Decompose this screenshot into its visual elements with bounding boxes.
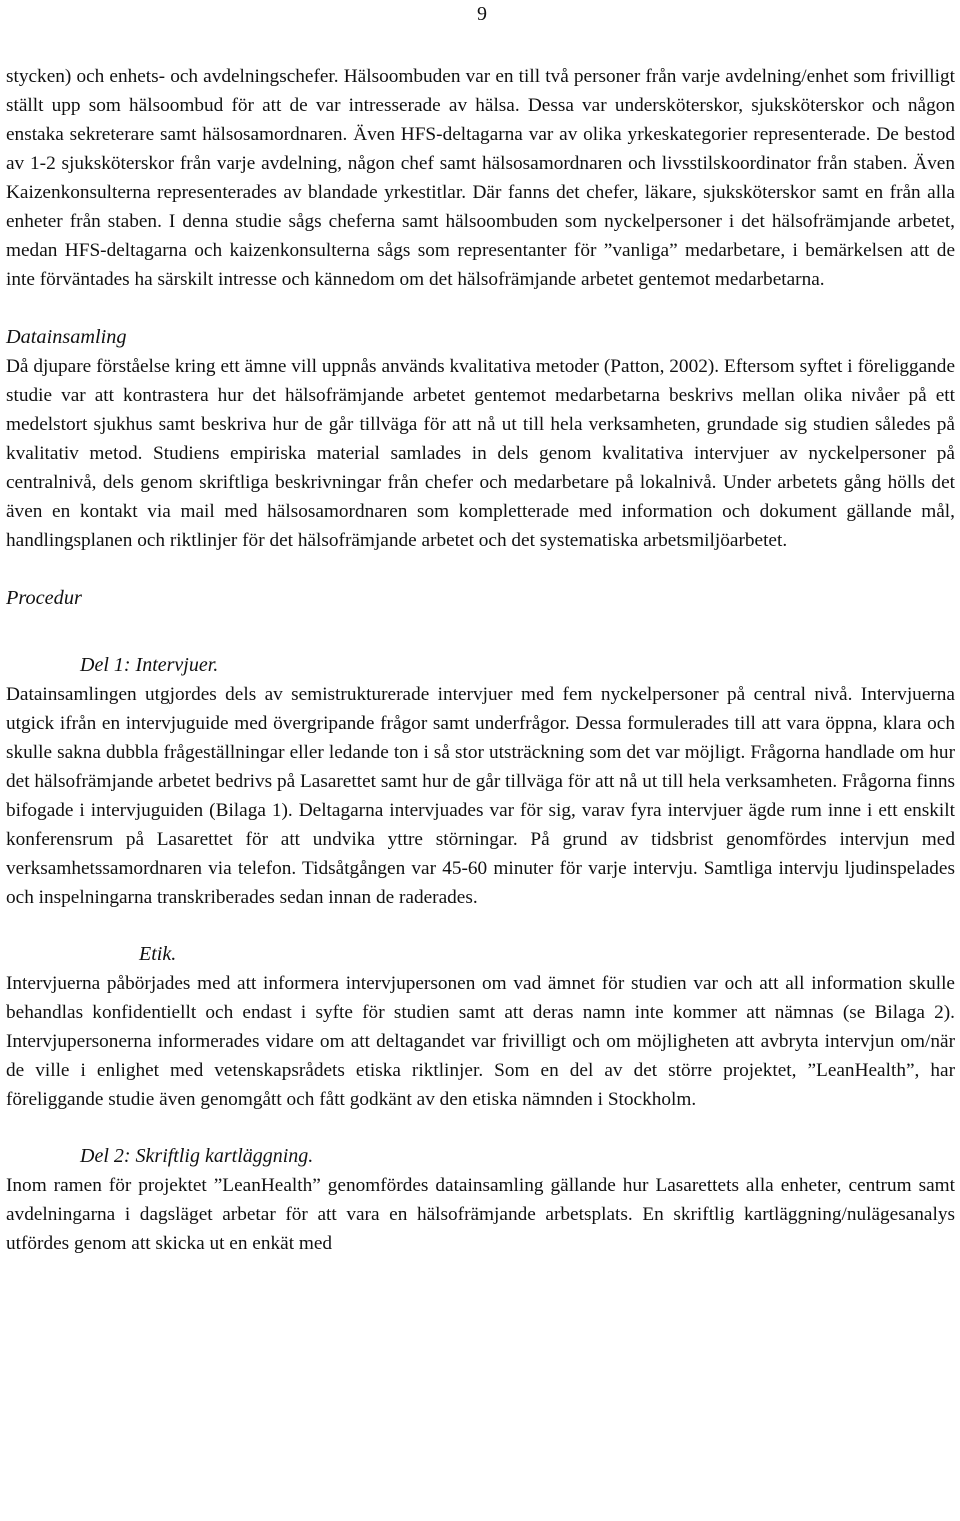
paragraph-intro: stycken) och enhets- och avdelningschefer. Hälsoombuden var en till två personer från varje avdelning/enhet som frivilligt ställt upp som hälsoombud för att de var intresserade av hälsa. Dessa var undersköterskor, sjuksköterskor och någon enstaka sekreterare samt hälsosamordnaren. Även HFS-deltagarna var av olika yrkeskategorier representerade. De bestod av 1-2 sjuksköterskor från varje avdelning, någon chef samt hälsosamordnaren och livsstilskoordinator från staben. Även Kaizenkonsulterna representerades av blandade yrkestitlar. Där fanns det chefer, läkare, sjuksköterskor samt en från alla enheter från staben. I denna studie sågs cheferna samt hälsoombuden som nyckelpersoner i det hälsofrämjande arbetet, medan HFS-deltagarna och kaizenkonsulterna sågs som representanter för ”vanliga” medarbetare, i bemärkelsen att de inte förväntades ha särskilt intresse och kännedom om det hälsofrämjande arbetet gentemot medarbetarna. xyxy=(6,66,955,290)
paragraph-del1: Datainsamlingen utgjordes dels av semistrukturerade intervjuer med fem nyckelpersoner på central nivå. Intervjuerna utgick ifrån en intervjuguide med övergripande frågor samt underfrågor. Dessa formulerades till att vara öppna, klara och skulle sakna dubbla frågeställningar eller ledande ton i så stor utsträckning som det var möjligt. Frågorna handlade om hur det hälsofrämjande arbetet bedrivs på Lasarettet samt hur de går tillväga för att nå ut till hela verksamheten. Frågorna finns bifogade i intervjuguiden (Bilaga 1). Deltagarna intervjuades var för sig, varav fyra intervjuer ägde rum inne i ett enskilt konferensrum på Lasarettet för att undvika yttre störningar. På grund av tidsbrist genomfördes intervjun med verksamhetssamordnaren via telefon. Tidsåtgången var 45-60 minuter för varje intervju. Samtliga intervju ljudinspelades och inspelningarna transkriberades sedan innan de raderades. xyxy=(6,684,955,908)
paragraph-datainsamling: Då djupare förståelse kring ett ämne vill uppnås används kvalitativa metoder (Patton, 2002). Eftersom syftet i föreliggande studie var att kontrastera hur det hälsofrämjande arbetet gentemot medarbetarna beskrivs mellan olika nivåer på ett medelstort sjukhus samt beskriva hur de går tillväga för att nå ut till hela verksamheten, grundade sig studien således på kvalitativ metod. Studiens empiriska material samlades in dels genom kvalitativa intervjuer av nyckelpersoner på centralnivå, dels genom skriftliga beskrivningar från chefer och medarbetare på lokalnivå. Under arbetets gång hölls det även en kontakt via mail med hälsosamordnaren som kompletterade med information och dokument gällande mål, handlingsplanen och riktlinjer för det hälsofrämjande arbetet och det systematiska arbetsmiljöarbetet. xyxy=(6,356,955,551)
document-body xyxy=(6,62,955,1258)
paragraph-del2: Inom ramen för projektet ”LeanHealth” genomfördes datainsamling gällande hur Lasarettets alla enheter, centrum samt avdelningarna i dagsläget arbetar för att vara en hälsofrämjande arbetsplats. En skriftlig kartläggning/nulägesanalys utfördes genom att skicka ut en enkät med xyxy=(6,1175,955,1254)
subsection-heading-etik: Etik. xyxy=(139,943,177,965)
paragraph-etik: Intervjuerna påbörjades med att informera intervjupersonen om vad ämnet för studien var och att all information skulle behandlas konfidentiellt och endast i syfte för studien samt att deras namn inte kommer att nämnas (se Bilaga 2). Intervjupersonerna informerades vidare om att deltagandet var frivilligt och om möjligheten att avbryta intervjun om/när de ville i enlighet med vetenskapsrådets etiska riktlinjer. Som en del av det större projektet, ”LeanHealth”, har föreliggande studie även genomgått och fått godkänt av den etiska nämnden i Stockholm. xyxy=(6,973,955,1110)
page-number: 9 xyxy=(477,3,487,25)
section-heading-datainsamling: Datainsamling xyxy=(6,326,127,348)
section-heading-procedur: Procedur xyxy=(6,587,82,609)
subsection-heading-del1: Del 1: Intervjuer. xyxy=(80,654,219,676)
subsection-heading-del2: Del 2: Skriftlig kartläggning. xyxy=(80,1145,314,1167)
